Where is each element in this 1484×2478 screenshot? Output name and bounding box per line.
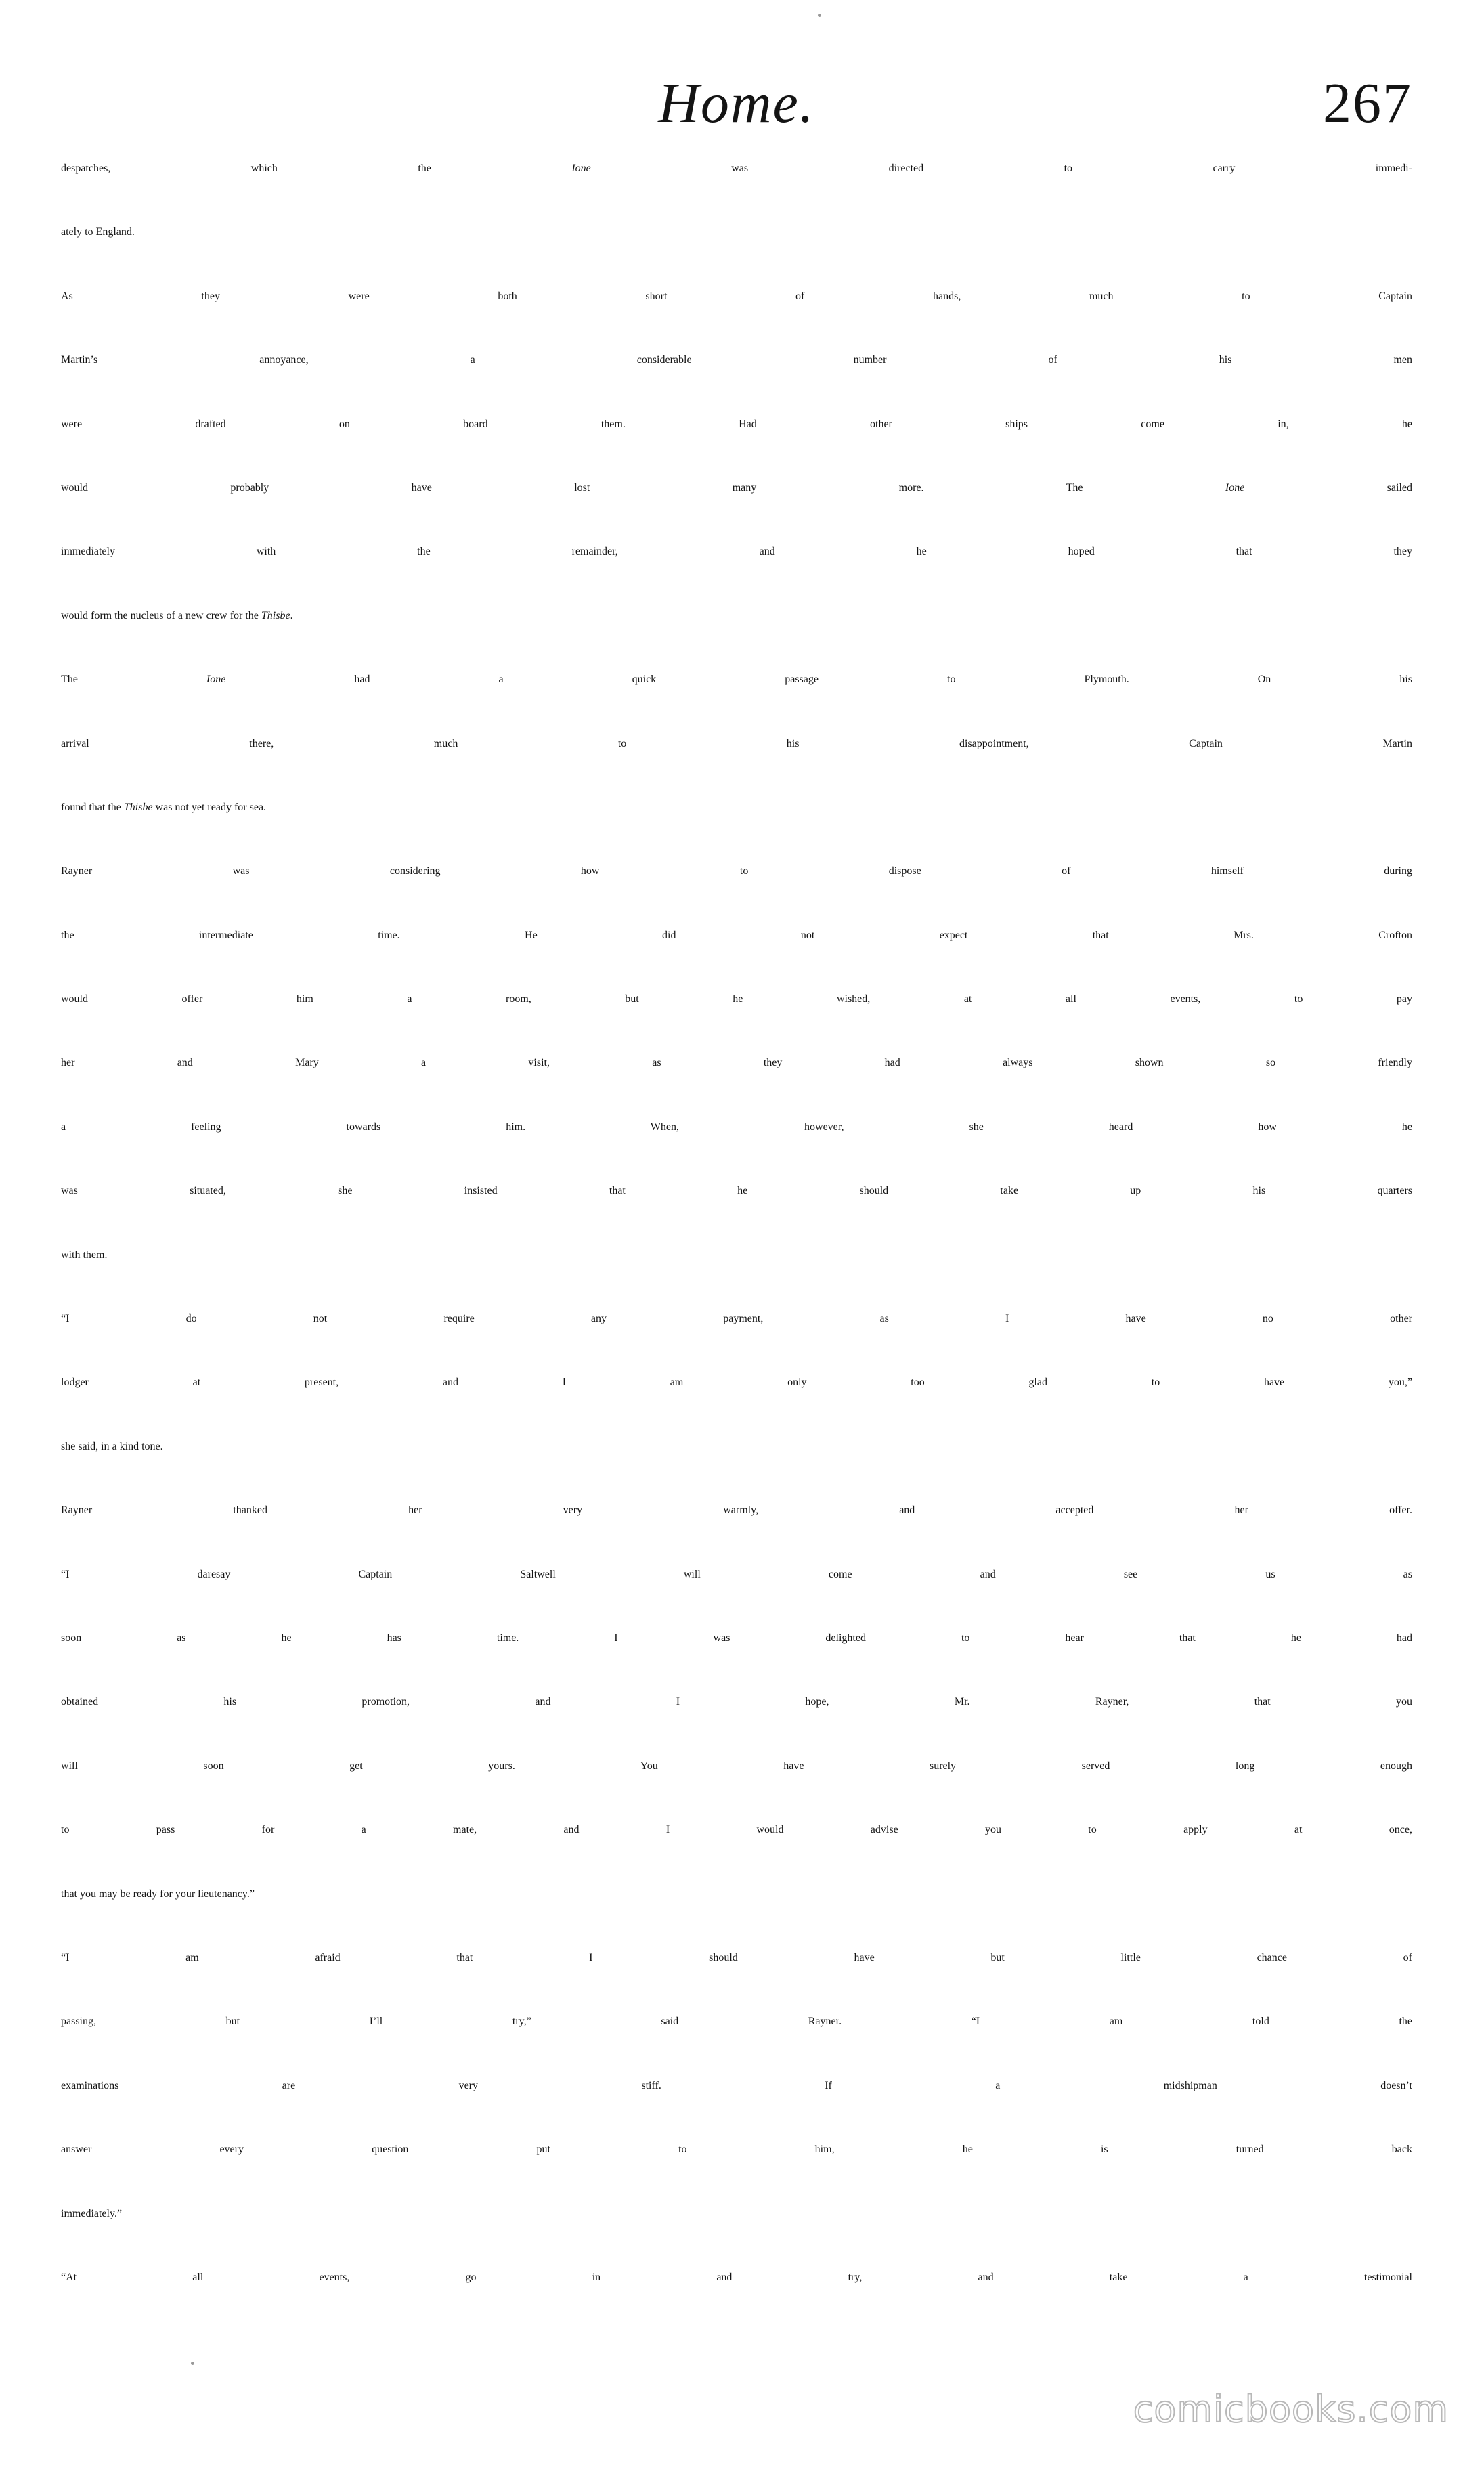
text-line: a feeling towards him. When, however, she heard how he (61, 1121, 1412, 1133)
body-text (61, 162, 1412, 2335)
text-line: immediately with the remainder, and he hoped that they (61, 546, 1412, 558)
ship-name: Ione (206, 674, 226, 686)
ship-name: Ione (1225, 481, 1245, 494)
text-line: As they were both short of hands, much to Captain (61, 290, 1412, 302)
text-line: arrival there, much to his disappointment, Captain Martin (61, 737, 1412, 749)
text-line: was situated, she insisted that he should take up his quarters (61, 1185, 1412, 1197)
text-line: soon as he has time. I was delighted to hear that he had (61, 1632, 1412, 1644)
text-line: Martin’s annoyance, a considerable number of his men (61, 354, 1412, 366)
text-line: to pass for a mate, and I would advise you to apply at once, (61, 1824, 1412, 1836)
text-line: will soon get yours. You have surely served long enough (61, 1760, 1412, 1772)
text-line: “I am afraid that I should have but little chance of (61, 1951, 1412, 1963)
text-line: “I do not require any payment, as I have no other (61, 1313, 1412, 1325)
paper-speck (818, 14, 821, 17)
text-line: she said, in a kind tone. (61, 1440, 163, 1452)
text-line: obtained his promotion, and I hope, Mr. Rayner, that you (61, 1696, 1412, 1708)
text-line: The Ione had a quick passage to Plymouth. On his (61, 674, 1412, 686)
text-line: her and Mary a visit, as they had always shown so friendly (61, 1057, 1412, 1069)
text-line: the intermediate time. He did not expect that Mrs. Crofton (61, 929, 1412, 941)
ship-name: Ione (571, 162, 591, 174)
text-line: lodger at present, and I am only too glad to have you,” (61, 1376, 1412, 1389)
page-number: 267 (1323, 72, 1412, 135)
text-line: with them. (61, 1248, 108, 1261)
text-line: examinations are very stiff. If a midshipman doesn’t (61, 2079, 1412, 2091)
text-line: that you may be ready for your lieutenancy.” (61, 1888, 255, 1900)
site-watermark: comicbooks.com (1133, 2388, 1449, 2431)
ship-name: Thisbe (123, 801, 153, 813)
running-head-title: Home. (658, 72, 815, 135)
text-line: Rayner thanked her very warmly, and accepted her offer. (61, 1504, 1412, 1517)
text-line: were drafted on board them. Had other ships come in, he (61, 418, 1412, 430)
text-line: “At all events, go in and try, and take a testimonial (61, 2271, 1412, 2283)
text-line: despatches, which the Ione was directed to carry immedi- (61, 162, 1413, 174)
text-line: found that the Thisbe was not yet ready for sea. (61, 801, 267, 813)
paper-speck (191, 2362, 194, 2365)
ship-name: Thisbe (261, 609, 290, 622)
text-line: Rayner was considering how to dispose of himself during (61, 865, 1412, 877)
text-line: “I daresay Captain Saltwell will come and see us as (61, 1568, 1412, 1580)
text-line: answer every question put to him, he is turned back (61, 2144, 1412, 2156)
text-line: would offer him a room, but he wished, at all events, to pay (61, 993, 1412, 1005)
text-line: passing, but I’ll try,” said Rayner. “I am told the (61, 2016, 1412, 2028)
text-line: would form the nucleus of a new crew for the Thisbe. (61, 609, 293, 622)
text-line: would probably have lost many more. The Ione sailed (61, 481, 1412, 494)
running-head (61, 60, 1412, 148)
text-line: ately to England. (61, 226, 135, 238)
text-line: immediately.” (61, 2207, 123, 2219)
